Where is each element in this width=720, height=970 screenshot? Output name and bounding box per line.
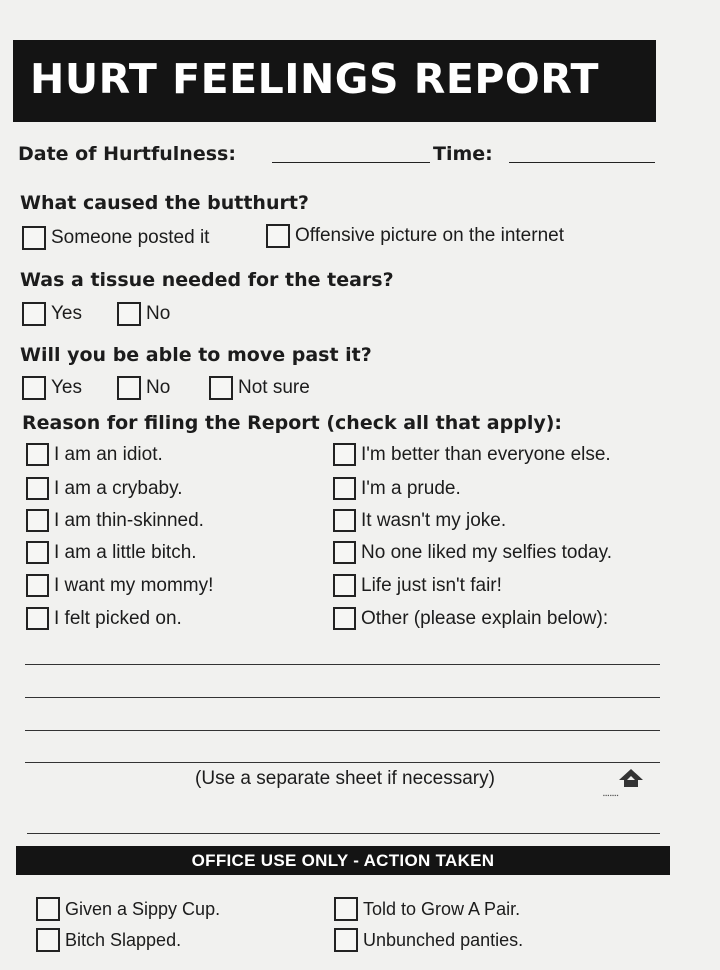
reason-label: I am a little bitch. [54,541,197,563]
action-slapped[interactable] [36,928,181,952]
checkbox[interactable] [333,443,356,466]
checkbox[interactable] [26,607,49,630]
reason-label: I'm better than everyone else. [361,443,611,465]
option-tissue-no[interactable] [117,302,170,326]
time-label: Time: [433,143,493,165]
question-tissue: Was a tissue needed for the tears? [20,269,394,291]
explanation-line[interactable] [25,730,660,731]
separate-sheet-note: (Use a separate sheet if necessary) [195,768,495,789]
action-label: Given a Sippy Cup. [65,898,221,919]
reason-label: Other (please explain below): [361,607,609,629]
reason-label: No one liked my selfies today. [361,541,612,563]
option-label: Not sure [238,377,310,398]
checkbox[interactable] [333,509,356,532]
option-move-no[interactable] [117,376,170,400]
checkbox[interactable] [334,928,358,952]
reason-label: I am a crybaby. [54,477,183,499]
checkbox[interactable] [36,928,60,952]
reason-right-4[interactable] [333,541,612,564]
checkbox[interactable] [117,302,141,326]
question-cause: What caused the butthurt? [20,192,309,214]
checkbox[interactable] [26,509,49,532]
option-move-yes[interactable] [22,376,82,400]
divider-line [27,833,660,834]
checkbox[interactable] [209,376,233,400]
explanation-line[interactable] [25,664,660,665]
checkbox[interactable] [26,477,49,500]
checkbox[interactable] [22,376,46,400]
reason-label: It wasn't my joke. [361,509,507,531]
option-move-not-sure[interactable] [209,376,310,400]
option-label: No [146,377,171,398]
action-unbunched[interactable] [334,928,523,952]
reason-right-6[interactable] [333,607,608,630]
logo-mark: ▪▪▪▪▪▪▪ [603,793,619,799]
report-title: HURT FEELINGS REPORT [13,40,656,122]
reason-left-5[interactable] [26,574,213,597]
reason-label: Life just isn't fair! [361,574,502,596]
checkbox[interactable] [333,541,356,564]
checkbox[interactable] [333,477,356,500]
reason-label: I am thin-skinned. [54,509,204,531]
option-label: Yes [51,377,82,398]
reasons-heading: Reason for filing the Report (check all that apply): [22,412,563,434]
checkbox[interactable] [117,376,141,400]
checkbox[interactable] [266,224,290,248]
checkbox[interactable] [333,574,356,597]
question-move-past: Will you be able to move past it? [20,344,372,366]
reason-right-1[interactable] [333,443,611,466]
option-tissue-yes[interactable] [22,302,82,326]
logo-icon [618,768,644,788]
reason-right-3[interactable] [333,509,506,532]
reason-left-3[interactable] [26,509,204,532]
action-label: Told to Grow A Pair. [363,898,521,919]
reason-label: I want my mommy! [54,574,214,596]
reason-left-1[interactable] [26,443,163,466]
reason-right-5[interactable] [333,574,502,597]
checkbox[interactable] [26,443,49,466]
action-label: Bitch Slapped. [65,929,182,950]
reason-left-6[interactable] [26,607,182,630]
reason-right-2[interactable] [333,477,461,500]
reason-label: I'm a prude. [361,477,461,499]
option-someone-posted[interactable] [22,226,209,250]
checkbox[interactable] [36,897,60,921]
option-label: Yes [51,303,82,324]
checkbox[interactable] [22,302,46,326]
reason-label: I felt picked on. [54,607,182,629]
date-label: Date of Hurtfulness: [18,143,236,165]
action-label: Unbunched panties. [363,929,524,950]
time-field[interactable] [509,162,655,163]
checkbox[interactable] [26,574,49,597]
option-offensive-picture[interactable] [266,224,564,248]
checkbox[interactable] [333,607,356,630]
option-label: Someone posted it [51,227,210,248]
reason-left-4[interactable] [26,541,197,564]
checkbox[interactable] [334,897,358,921]
explanation-line[interactable] [25,762,660,763]
option-label: Offensive picture on the internet [295,225,564,246]
action-sippy-cup[interactable] [36,897,220,921]
option-label: No [146,303,171,324]
action-grow-a-pair[interactable] [334,897,520,921]
date-field[interactable] [272,162,430,163]
checkbox[interactable] [22,226,46,250]
reason-left-2[interactable] [26,477,182,500]
explanation-line[interactable] [25,697,660,698]
checkbox[interactable] [26,541,49,564]
office-use-heading: OFFICE USE ONLY - ACTION TAKEN [16,846,670,875]
reason-label: I am an idiot. [54,443,163,465]
